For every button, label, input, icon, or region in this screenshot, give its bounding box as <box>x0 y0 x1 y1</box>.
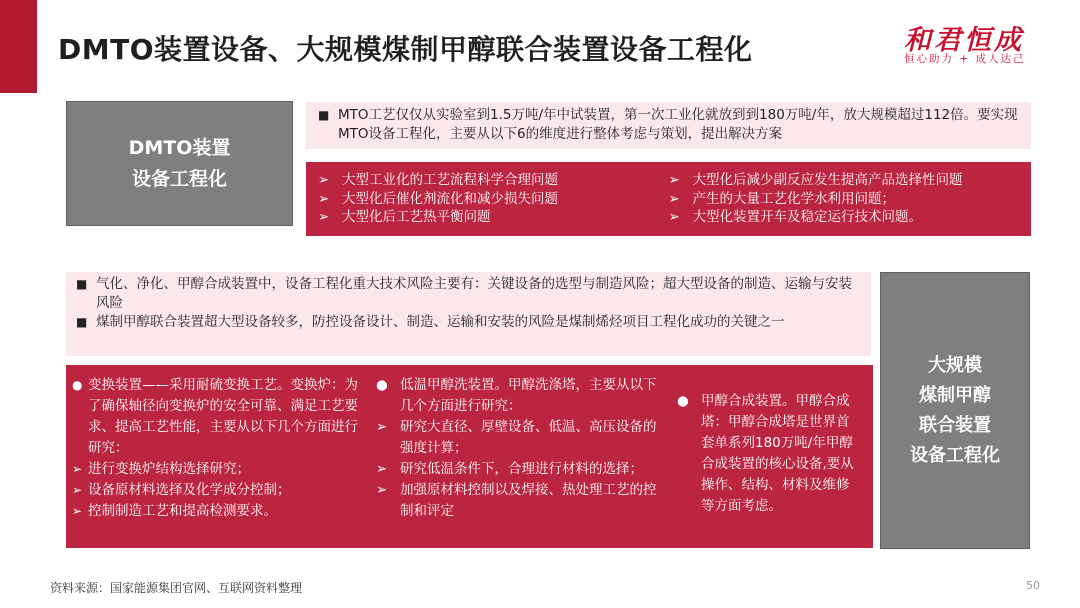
list-item-text: 大型化后催化剂流化和减少损失问题 <box>342 190 558 207</box>
square-bullet-icon: ■ <box>76 277 88 291</box>
list-item-text: 产生的大量工艺化学水利用问题； <box>692 190 895 207</box>
list-item <box>318 208 669 227</box>
list-item-text: 甲醇合成装置。甲醇合成塔：甲醇合成塔是世界首套单系列180万吨/年甲醇合成装置的核心设备,要从操作、结构、材料及维修等方面考虑。 <box>701 393 854 514</box>
page-number: 50 <box>1026 579 1040 592</box>
dmto-summary-item <box>318 106 1021 144</box>
risk-item-text: 煤制甲醇联合装置超大型设备较多，防控设备设计、制造、运输和安装的风险是煤制烯烃项目工程化成功的关键之一 <box>96 314 785 330</box>
methanol-units-box <box>66 365 873 548</box>
list-item-text: 大型化后工艺热平衡问题 <box>342 209 491 225</box>
list-item-text: 大型工业化的工艺流程科学合理问题 <box>342 172 558 188</box>
list-item-text: 大型化装置开车及稳定运行技术问题。 <box>692 209 922 225</box>
list-item <box>376 417 667 459</box>
arrow-bullet-icon: ➢ <box>376 461 388 477</box>
list-item <box>376 459 667 480</box>
arrow-bullet-icon: ➢ <box>376 482 388 498</box>
methanol-label-line: 设备工程化 <box>910 444 1000 466</box>
company-slogan: 恒心助力 + 成人达己 <box>904 53 1026 65</box>
source-note: 资料来源：国家能源集团官网、互联网资料整理 <box>50 581 303 595</box>
arrow-bullet-icon: ➢ <box>72 483 83 497</box>
list-item <box>669 171 1020 190</box>
dmto-label-box <box>66 101 293 226</box>
page-title: DMTO装置设备、大规模煤制甲醇联合装置设备工程化 <box>58 33 753 66</box>
dmto-label-line2: 设备工程化 <box>131 167 227 190</box>
arrow-bullet-icon: ➢ <box>318 172 330 188</box>
arrow-bullet-icon: ➢ <box>72 504 83 518</box>
arrow-bullet-icon: ➢ <box>668 190 680 207</box>
methanol-label-line: 大规模 <box>928 354 982 376</box>
dot-bullet-icon: ● <box>72 378 83 392</box>
methanol-label-line: 煤制甲醇 <box>919 384 991 406</box>
list-item-text: 加强原材料控制以及焊接、热处理工艺的控制和评定 <box>400 482 657 519</box>
list-item <box>72 480 368 501</box>
dimensions-right-column <box>669 171 1020 227</box>
methanol-risk-box <box>66 272 871 356</box>
dmto-dimensions-box <box>306 162 1031 236</box>
list-item-text: 控制制造工艺和提高检测要求。 <box>88 503 277 519</box>
square-bullet-icon: ■ <box>76 315 88 329</box>
list-item <box>677 391 862 517</box>
dimensions-left-column <box>318 171 669 227</box>
dot-bullet-icon: ● <box>677 393 689 409</box>
red-corner-accent <box>0 0 37 93</box>
list-item <box>72 375 368 459</box>
list-item-text: 研究大直径、厚壁设备、低温、高压设备的强度计算； <box>400 419 657 456</box>
arrow-bullet-icon: ➢ <box>318 190 330 207</box>
list-item <box>318 190 669 209</box>
list-item-text: 变换装置——采用耐硫变换工艺。变换炉：为了确保轴径向变换炉的安全可靠、满足工艺要求、提高工艺性能，主要从以下几个方面进行研究： <box>88 377 358 456</box>
methanol-label-box <box>880 272 1030 549</box>
risk-item-text: 气化、净化、甲醇合成装置中，设备工程化重大技术风险主要有：关键设备的选型与制造风险；超大型设备的制造、运输与安装风险 <box>96 276 852 311</box>
dmto-label-line1: DMTO装置 <box>128 136 231 159</box>
list-item <box>318 171 669 190</box>
list-item <box>376 375 667 417</box>
list-item-text: 进行变换炉结构选择研究； <box>88 461 250 477</box>
company-logo: 和君恒成 <box>904 25 1024 56</box>
arrow-bullet-icon: ➢ <box>376 419 388 435</box>
list-item <box>72 501 368 522</box>
arrow-bullet-icon: ➢ <box>318 209 330 225</box>
arrow-bullet-icon: ➢ <box>668 209 680 225</box>
list-item-text: 大型化后减少副反应发生提高产品选择性问题 <box>692 172 963 188</box>
list-item-text: 设备原材料选择及化学成分控制； <box>88 482 291 498</box>
dot-bullet-icon: ● <box>376 377 388 393</box>
risk-item <box>76 313 861 332</box>
square-bullet-icon: ■ <box>318 108 330 122</box>
dmto-summary-text: MTO工艺仅仅从实验室到1.5万吨/年中试装置，第一次工业化就放到到180万吨/年，放大规模超过112倍。要实现MTO设备工程化，主要从以下6的维度进行整体考虑与策划，提出解决方案 <box>338 107 1018 142</box>
list-item <box>669 208 1020 227</box>
dmto-summary-box <box>306 102 1031 149</box>
list-item-text: 研究低温条件下，合理进行材料的选择； <box>400 461 643 477</box>
risk-item <box>76 275 861 313</box>
list-item <box>669 190 1020 209</box>
methanol-label-line: 联合装置 <box>919 414 991 436</box>
rectisol-unit-column <box>372 375 677 522</box>
list-item-text: 低温甲醇洗装置。甲醇洗涤塔，主要从以下几个方面进行研究： <box>400 377 657 414</box>
shift-unit-column <box>72 375 372 522</box>
list-item <box>376 480 667 522</box>
arrow-bullet-icon: ➢ <box>72 462 83 476</box>
arrow-bullet-icon: ➢ <box>668 172 680 188</box>
synthesis-unit-column <box>677 375 862 522</box>
list-item <box>72 459 368 480</box>
